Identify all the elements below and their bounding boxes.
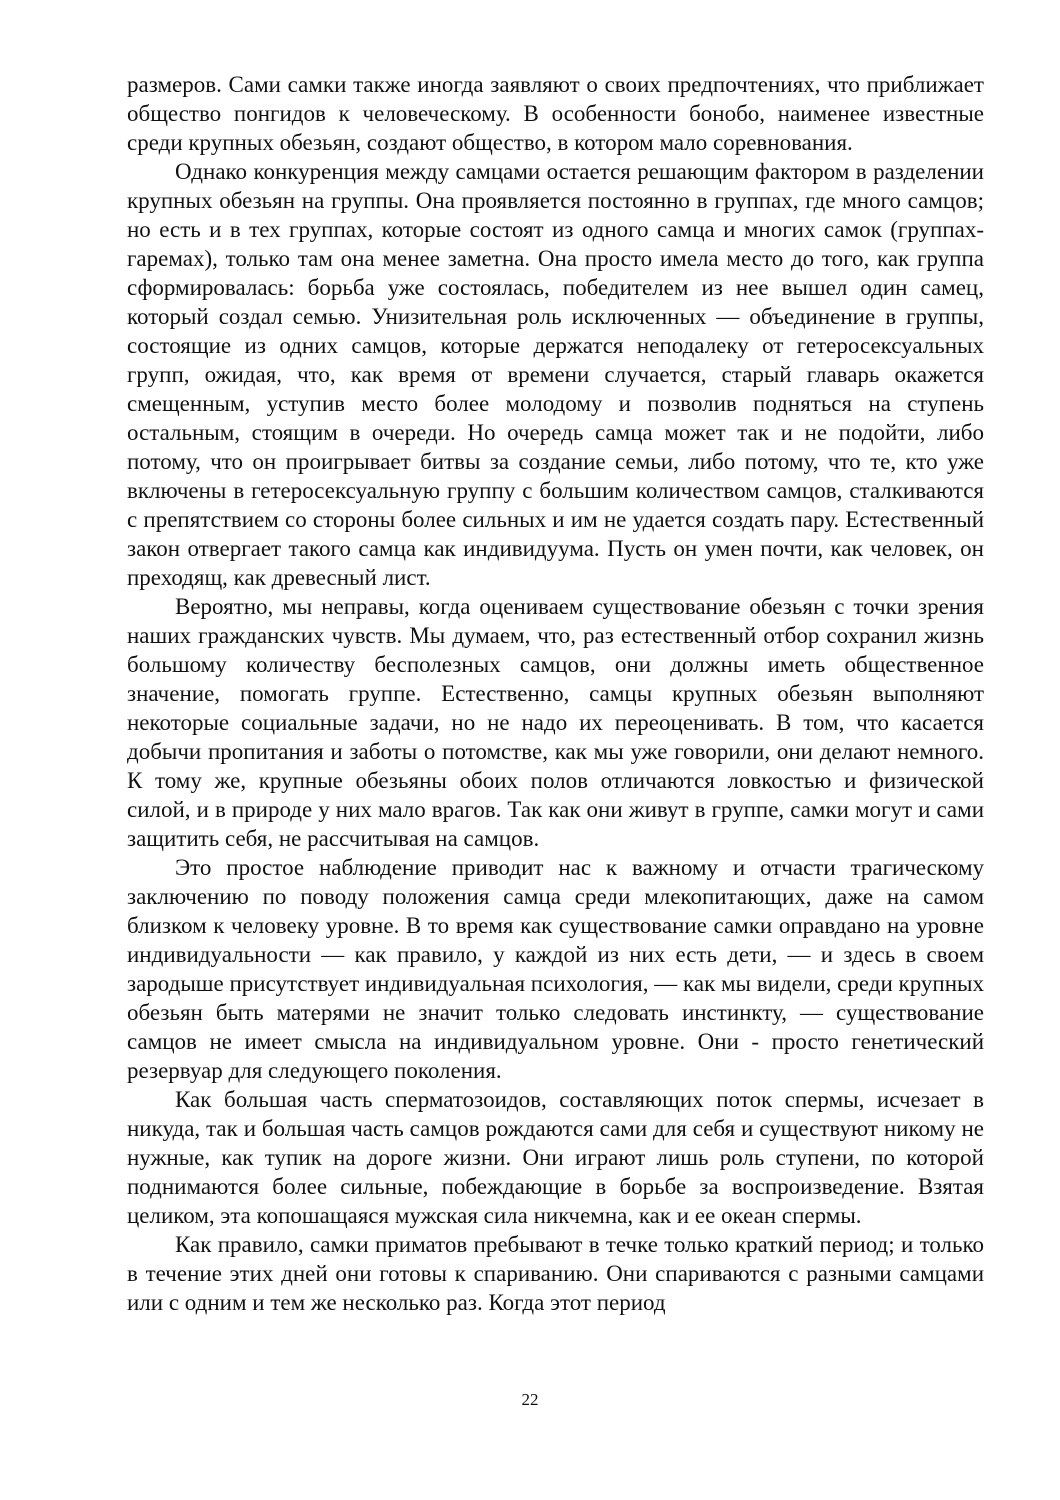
paragraph-5: Как большая часть сперматозоидов, составляющих поток спермы, исчезает в никуда, так и большая часть самцов рождаются сами для себя и существуют никому не нужные, как тупик на дороге жизни. Они играют лишь роль ступени, по которой поднимаются более сильные, побеждающие в борьбе за воспроизведение. Взятая целиком, эта копошащаяся мужская сила никчемна, как и ее океан спермы. <box>127 1087 984 1228</box>
paragraph-4: Это простое наблюдение приводит нас к важному и отчасти трагическому заключению по поводу положения самца среди млекопитающих, даже на самом близком к человеку уровне. В то время как существование самки оправдано на уровне индивидуальности — как правило, у каждой из них есть дети, — и здесь в своем зародыше присутствует индивидуальная психология, — как мы видели, среди крупных обезьян быть матерями не значит только следовать инстинкту, — существование самцов не имеет смысла на индивидуальном уровне. Они - просто генетический резервуар для следующего поколения. <box>127 855 984 1083</box>
paragraph-6: Как правило, самки приматов пребывают в течке только краткий период; и только в течение этих дней они готовы к спариванию. Они спариваются с разными самцами или с одним и тем же несколько раз. Когда этот период <box>127 1232 984 1315</box>
paragraph-1: размеров. Сами самки также иногда заявляют о своих предпочтениях, что приближает общество понгидов к человеческому. В особенности бонобо, наименее известные среди крупных обезьян, создают общество, в котором мало соревнования. <box>127 72 984 155</box>
paragraph-2: Однако конкуренция между самцами остается решающим фактором в разделении крупных обезьян на группы. Она проявляется постоянно в группах, где много самцов; но есть и в тех группах, которые состоят из одного самца и многих самок (группах-гаремах), только там она менее заметна. Она просто имела место до того, как группа сформировалась: борьба уже состоялась, победителем из нее вышел один самец, который создал семью. Унизительная роль исключенных — объединение в группы, состоящие из одних самцов, которые держатся неподалеку от гетеросексуальных групп, ожидая, что, как время от времени случается, старый главарь окажется смещенным, уступив место более молодому и позволив подняться на ступень остальным, стоящим в очереди. Но очередь самца может так и не подойти, либо потому, что он проигрывает битвы за создание семьи, либо потому, что те, кто уже включены в гетеросексуальную группу с большим количеством самцов, сталкиваются с препятствием со стороны более сильных и им не удается создать пару. Естественный закон отвергает такого самца как индивидуума. Пусть он умен почти, как человек, он преходящ, как древесный лист. <box>127 159 984 590</box>
paragraph-3: Вероятно, мы неправы, когда оцениваем существование обезьян с точки зрения наших гражданских чувств. Мы думаем, что, раз естественный отбор сохранил жизнь большому количеству бесполезных самцов, они должны иметь общественное значение, помогать группе. Естественно, самцы крупных обезьян выполняют некоторые социальные задачи, но не надо их переоценивать. В том, что касается добычи пропитания и заботы о потомстве, как мы уже говорили, они делают немного. К тому же, крупные обезьяны обоих полов отличаются ловкостью и физической силой, и в природе у них мало врагов. Так как они живут в группе, самки могут и сами защитить себя, не рассчитывая на самцов. <box>127 594 984 851</box>
page-body <box>127 70 984 1450</box>
page-number: 22 <box>521 1390 539 1409</box>
